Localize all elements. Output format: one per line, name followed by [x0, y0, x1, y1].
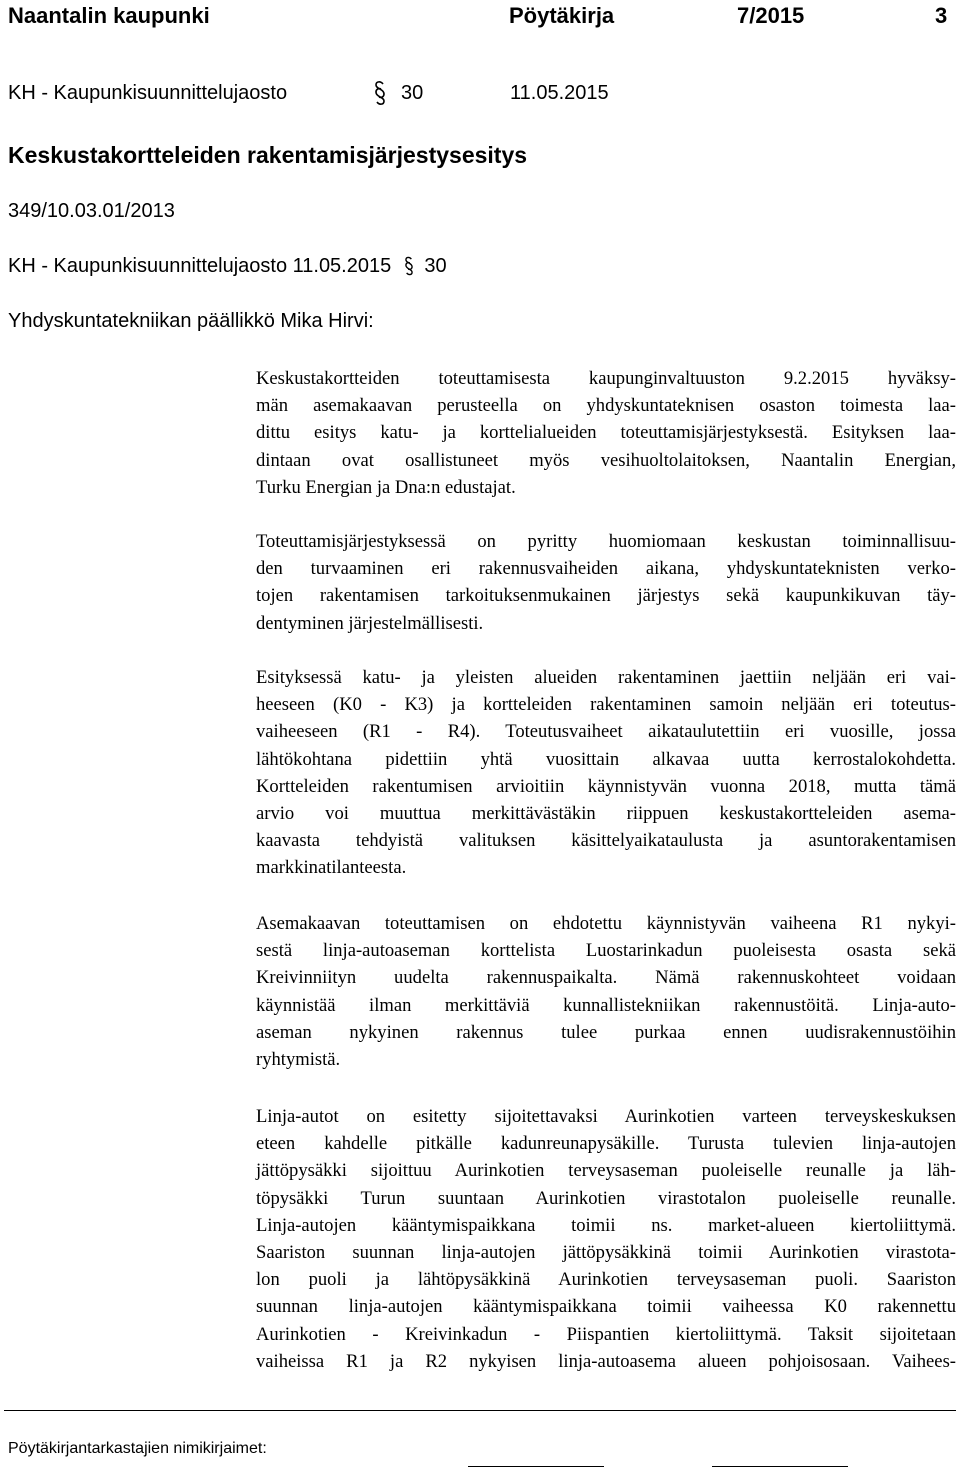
text-line: töpysäkki Turun suuntaan Aurinkotien virastotalon puoleiselle reunalle.: [256, 1187, 956, 1209]
text-line: Linja-autot on esitetty sijoitettavaksi Aurinkotien varteen terveyskeskuksen: [256, 1106, 956, 1127]
text-line: jättöpysäkki sijoittuu Aurinkotien terveysaseman puoleiselle reunalle ja läh-: [256, 1160, 956, 1182]
meeting-info: [0, 82, 960, 110]
text-line: heeseen (K0 - K3) ja kortteleiden rakentaminen samoin neljään eri toteutus-: [256, 694, 956, 716]
text-line: ryhtymistä.: [256, 1049, 341, 1071]
case-id: 349/10.03.01/2013: [8, 200, 175, 222]
text-line: dentyminen järjestelmällisesti.: [256, 612, 484, 634]
text-line: Asemakaavan toteuttamisen on ehdotettu käynnistyvän vaiheena R1 nykyi-: [256, 913, 956, 934]
meeting-date: 11.05.2015: [510, 82, 609, 104]
document-header: [0, 0, 960, 30]
text-line: aseman nykyinen rakennus tulee purkaa ennen uudisrakennustöihin: [256, 1021, 956, 1043]
paragraph-2: [256, 528, 956, 637]
section-sign-icon: [403, 256, 415, 276]
section-sign-icon: [373, 80, 387, 106]
presenter: Yhdyskuntatekniikan päällikkö Mika Hirvi:: [8, 310, 374, 332]
text-line: män asemakaavan perusteella on yhdyskuntateknisen osaston toimesta laa-: [256, 395, 956, 417]
document-number: 7/2015: [737, 3, 805, 28]
city-name: Naantalin kaupunki: [8, 3, 210, 28]
text-line: lähtökohtana pidettiin yhtä vuosittain alkavaa uutta kerrostalokohdetta.: [256, 748, 956, 770]
meeting-body: KH - Kaupunkisuunnittelujaosto: [8, 82, 288, 104]
text-line: suunnan linja-autojen kääntymispaikkana toimii vaiheessa K0 rakennettu: [256, 1296, 956, 1318]
text-line: Aurinkotien - Kreivinkadun - Piispantien kiertoliittymä. Taksit sijoitetaan: [256, 1323, 956, 1345]
history-section: 30: [424, 255, 447, 277]
document-type: Pöytäkirja: [509, 3, 615, 28]
text-line: vaiheissa R1 ja R2 nykyisen linja-autoasema alueen pohjoisosaan. Vaihees-: [256, 1350, 956, 1372]
text-line: dintaan ovat osallistuneet myös vesihuoltolaitoksen, Naantalin Energian,: [256, 449, 956, 471]
text-line: Linja-autojen kääntymispaikkana toimii ns. market-alueen kiertoliittymä.: [256, 1214, 956, 1236]
text-line: den turvaaminen eri rakennusvaiheiden aikana, yhdyskuntateknisten verko-: [256, 558, 956, 580]
text-line: eteen kahdelle pitkälle kadunreunapysäkille. Turusta tulevien linja-autojen: [256, 1133, 956, 1155]
text-line: käynnistää ilman merkittäviä kunnallistekniikan rakennustöitä. Linja-auto-: [256, 994, 956, 1016]
history-line: [8, 255, 447, 278]
text-line: Turku Energian ja Dna:n edustajat.: [256, 476, 516, 498]
initials-line: [712, 1466, 848, 1467]
history-body-date: KH - Kaupunkisuunnittelujaosto 11.05.2015: [8, 255, 392, 277]
text-line: Keskustakortteiden toteuttamisesta kaupunginvaltuuston 9.2.2015 hyväksy-: [256, 368, 956, 389]
meeting-section: 30: [401, 82, 424, 104]
text-line: arvio voi muuttua merkittävästäkin riippuen keskustakortteleiden asema-: [256, 803, 956, 825]
paragraph-4: [256, 910, 956, 1073]
text-line: kaavasta tehdyistä valituksen käsittelyaikataulusta ja asuntorakentamisen: [256, 830, 956, 852]
paragraph-3: [256, 664, 956, 882]
initials-line: [468, 1466, 604, 1467]
text-line: dittu esitys katu- ja korttelialueiden toteuttamisjärjestyksestä. Esityksen laa-: [256, 422, 956, 444]
footer-divider: [4, 1410, 956, 1411]
text-line: Esityksessä katu- ja yleisten alueiden rakentaminen jaettiin neljään eri vai-: [256, 667, 956, 688]
text-line: Saariston suunnan linja-autojen jättöpysäkkinä toimii Aurinkotien virastota-: [256, 1242, 956, 1264]
text-line: tojen rakentamisen tarkoituksenmukainen järjestys sekä kaupunkikuvan täy-: [256, 585, 956, 607]
initials-label: Pöytäkirjantarkastajien nimikirjaimet:: [8, 1440, 267, 1457]
text-line: lon puoli ja lähtöpysäkkinä Aurinkotien terveysaseman puoli. Saariston: [256, 1269, 956, 1291]
text-line: Kortteleiden rakentumisen arvioitiin käynnistyvän vuonna 2018, mutta tämä: [256, 775, 956, 797]
text-line: vaiheeseen (R1 - R4). Toteutusvaiheet aikataulutettiin eri vuosille, jossa: [256, 721, 956, 743]
page-title: Keskustakortteleiden rakentamisjärjestysesitys: [8, 142, 528, 168]
text-line: Toteuttamisjärjestyksessä on pyritty huomiomaan keskustan toiminnallisuu-: [256, 531, 956, 552]
page-number: 3: [935, 3, 948, 28]
text-line: markkinatilanteesta.: [256, 857, 407, 879]
paragraph-1: [256, 365, 956, 501]
text-line: sestä linja-autoaseman korttelista Luostarinkadun puoleisesta osasta sekä: [256, 940, 956, 962]
text-line: Kreivinniityn uudelta rakennuspaikalta. Nämä rakennuskohteet voidaan: [256, 967, 956, 989]
paragraph-5: [256, 1103, 956, 1375]
